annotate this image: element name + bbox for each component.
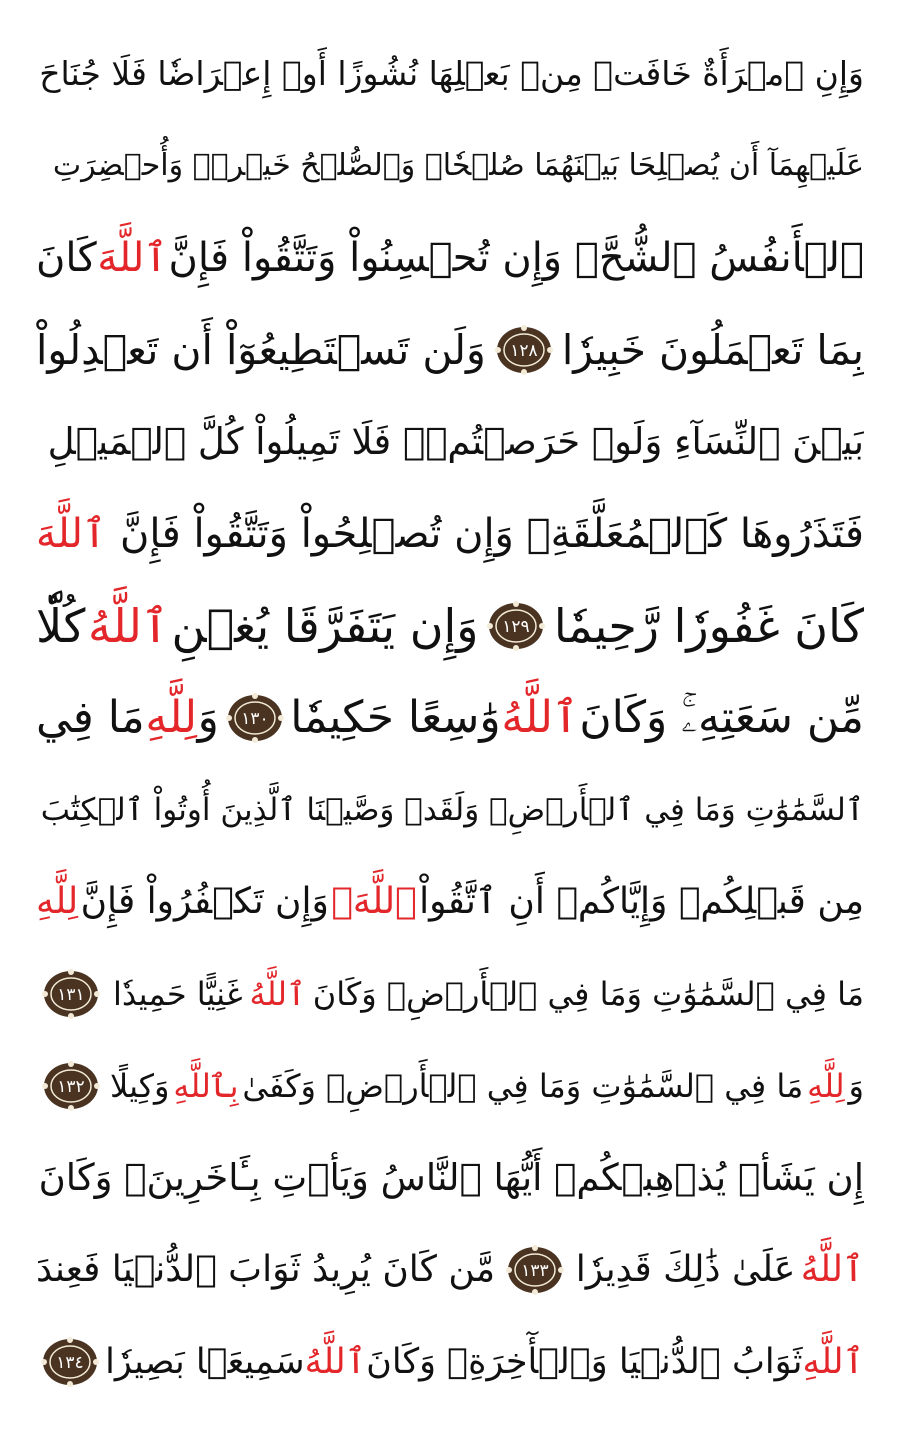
ayah-marker-icon xyxy=(506,1245,564,1295)
divine-name-text: ٱللَّهَ xyxy=(97,235,168,281)
ayah-marker-icon xyxy=(42,969,100,1019)
verse-text: إِن يَشَأۡ يُذۡهِبۡكُمۡ أَيُّهَا ٱلنَّاسُ وَيَأۡتِ بِـَٔاخَرِينَۚ وَكَانَ xyxy=(38,1156,864,1199)
ayah-number: ١٣٠ xyxy=(240,709,269,729)
verse-text: وَإِن يَتَفَرَّقَا يُغۡنِ xyxy=(171,599,479,653)
verse-text: فَتَذَرُوهَا كَٱلۡمُعَلَّقَةِۚ وَإِن تُصۡلِحُواْ وَتَتَّقُواْ فَإِنَّ xyxy=(120,511,864,557)
verse-line xyxy=(36,28,864,120)
verse-line xyxy=(36,1224,864,1316)
divine-name-text: لِلَّهِ xyxy=(807,1067,845,1105)
ayah-marker-icon xyxy=(495,325,553,375)
verse-line xyxy=(36,488,864,580)
ayah-number: ١٣٢ xyxy=(57,1077,85,1097)
verse-line xyxy=(36,856,864,948)
verse-text: ٱلسَّمَٰوَٰتِ وَمَا فِي ٱلۡأَرۡضِۗ وَلَقَدۡ وَصَّيۡنَا ٱلَّذِينَ أُوتُواْ ٱلۡكِتَٰبَ xyxy=(40,792,864,828)
divine-name-text: ٱللَّهَ xyxy=(36,511,107,557)
divine-name-text: لِلَّهِ xyxy=(36,881,79,922)
verse-text: مِن قَبۡلِكُمۡ وَإِيَّاكُمۡ أَنِ ٱتَّقُواْ xyxy=(419,881,864,922)
verse-text: مِّن سَعَتِهِۦۚ وَكَانَ xyxy=(579,692,864,743)
verse-line xyxy=(36,764,864,856)
verse-text: وَإِنِ ٱمۡرَأَةٌ خَافَتۡ مِنۢ بَعۡلِهَا نُشُوزًا أَوۡ إِعۡرَاضٗا فَلَا جُنَاحَ xyxy=(39,54,864,93)
verse-line xyxy=(36,304,864,396)
verse-line xyxy=(36,1040,864,1132)
ayah-marker-icon xyxy=(41,1337,99,1387)
verse-text: عَلَىٰ ذَٰلِكَ قَدِيرٗا xyxy=(575,1249,796,1290)
ayah-number-marker xyxy=(487,601,545,651)
verse-text: وَٰسِعًا حَكِيمٗا xyxy=(290,692,501,743)
verse-text: مَا فِي ٱلسَّمَٰوَٰتِ وَمَا فِي ٱلۡأَرۡضِۚ وَكَفَىٰ xyxy=(242,1067,804,1105)
divine-name-text: ٱللَّهِ xyxy=(802,1342,864,1382)
verse-text: بَيۡنَ ٱلنِّسَآءِ وَلَوۡ حَرَصۡتُمۡۖ فَلَا تَمِيلُواْ كُلَّ ٱلۡمَيۡلِ xyxy=(47,420,864,463)
ayah-number: ١٣٤ xyxy=(56,1353,84,1373)
verse-text: وَ xyxy=(848,1067,864,1105)
verse-lines xyxy=(36,28,864,1408)
verse-line xyxy=(36,1132,864,1224)
verse-text: غَنِيًّا حَمِيدٗا xyxy=(112,975,243,1013)
ayah-number-marker xyxy=(506,1245,564,1295)
verse-text: وَإِن تَكۡفُرُواْ فَإِنَّ xyxy=(80,881,329,922)
ayah-marker-icon xyxy=(42,1061,100,1111)
verse-line xyxy=(36,1316,864,1408)
verse-text: مَا فِي ٱلسَّمَٰوَٰتِ وَمَا فِي ٱلۡأَرۡضِۚ وَكَانَ xyxy=(312,975,864,1013)
verse-line xyxy=(36,672,864,764)
divine-name-text: ٱللَّهُ xyxy=(304,1342,367,1382)
ayah-number: ١٣٣ xyxy=(521,1261,550,1281)
verse-text: كَانَ xyxy=(36,235,97,281)
ayah-number-marker xyxy=(42,969,100,1019)
ayah-number-marker xyxy=(42,1061,100,1111)
ayah-marker-icon xyxy=(487,601,545,651)
verse-text: وَ xyxy=(197,692,219,743)
divine-name-text: ٱللَّهُ xyxy=(249,975,306,1013)
verse-text: عَلَيۡهِمَآ أَن يُصۡلِحَا بَيۡنَهُمَا صُلۡحٗاۚ وَٱلصُّلۡحُ خَيۡرٞۗ وَأُحۡضِرَتِ xyxy=(52,148,864,183)
verse-text: ثَوَابُ ٱلدُّنۡيَا وَٱلۡأٓخِرَةِۚ وَكَانَ xyxy=(366,1342,803,1382)
ayah-number: ١٢٨ xyxy=(510,341,538,361)
verse-line xyxy=(36,212,864,304)
verse-text: مَّن كَانَ يُرِيدُ ثَوَابَ ٱلدُّنۡيَا فَعِندَ xyxy=(36,1249,496,1290)
verse-text: مَا فِي xyxy=(36,692,145,743)
verse-text: كُلّٗا xyxy=(36,599,86,653)
divine-name-text: ٱللَّهُ xyxy=(88,599,169,653)
verse-line xyxy=(36,580,864,672)
ayah-number: ١٢٩ xyxy=(502,617,530,637)
ayah-number: ١٣١ xyxy=(57,985,85,1005)
verse-text: وَكِيلًا xyxy=(109,1067,170,1105)
verse-text: بِمَا تَعۡمَلُونَ خَبِيرٗا xyxy=(561,326,864,374)
ayah-marker-icon xyxy=(226,693,284,743)
verse-line xyxy=(36,948,864,1040)
verse-line xyxy=(36,396,864,488)
verse-text: ٱلۡأَنفُسُ ٱلشُّحَّۚ وَإِن تُحۡسِنُواْ وَتَتَّقُواْ فَإِنَّ xyxy=(168,235,864,281)
divine-name-text: بِٱللَّهِ xyxy=(173,1067,239,1105)
divine-name-text: لِلَّهِ xyxy=(145,692,197,743)
ayah-number-marker xyxy=(41,1337,99,1387)
verse-text: سَمِيعَۢا بَصِيرٗا xyxy=(105,1342,305,1382)
verse-line xyxy=(36,120,864,212)
divine-name-text: ٱللَّهُ xyxy=(800,1249,864,1290)
divine-name-text: ٱللَّهَۚ xyxy=(331,881,417,922)
divine-name-text: ٱللَّهُ xyxy=(501,692,579,743)
verse-text: كَانَ غَفُورٗا رَّحِيمٗا xyxy=(553,599,864,653)
ayah-number-marker xyxy=(226,693,284,743)
verse-text: وَلَن تَسۡتَطِيعُوٓاْ أَن تَعۡدِلُواْ xyxy=(36,326,486,374)
ayah-number-marker xyxy=(495,325,553,375)
